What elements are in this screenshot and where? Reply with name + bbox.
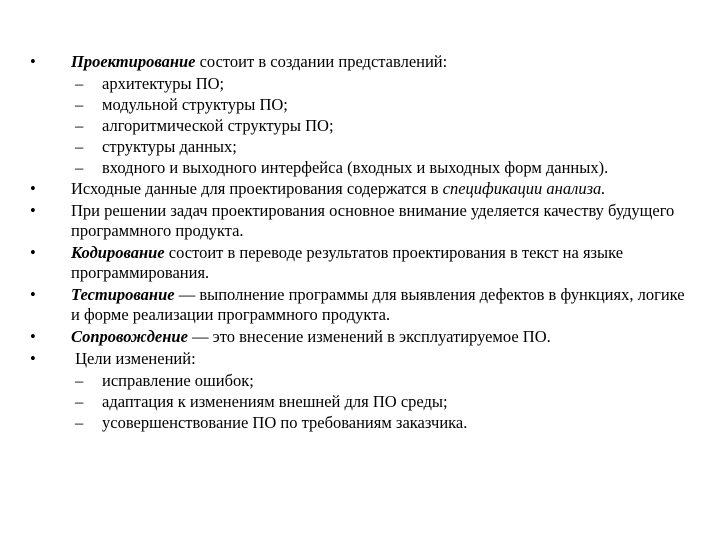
sub-item [30, 116, 690, 136]
item-text: состоит в создании представлений: [195, 52, 448, 71]
dash-icon: – [75, 371, 84, 390]
sub-item-text: адаптация к изменениям внешней для ПО среды; [102, 392, 448, 411]
sub-item-text: алгоритмической структуры ПО; [102, 116, 334, 135]
dash-icon: – [75, 95, 84, 114]
sub-item-text: входного и выходного интерфейса (входных и выходных форм данных). [102, 158, 609, 177]
item-text: — это внесение изменений в эксплуатируемое ПО. [187, 327, 551, 346]
bullet-icon: • [30, 52, 36, 71]
item-text: Цели изменений: [71, 349, 196, 368]
list-item-coding [30, 243, 690, 283]
sub-item-text: структуры данных; [102, 137, 237, 156]
bullet-list [30, 52, 690, 434]
dash-icon: – [75, 158, 84, 177]
list-item-testing [30, 285, 690, 325]
sub-item-text: исправление ошибок; [102, 371, 254, 390]
list-item-change-goals [30, 349, 690, 369]
term-coding: Кодирование [71, 243, 165, 262]
dash-icon: – [75, 74, 84, 93]
item-text: состоит в переводе результатов проектирования в текст на языке программирования. [71, 243, 624, 282]
sub-item-text: усовершенствование ПО по требованиям заказчика. [102, 413, 468, 432]
item-italic-text: спецификации анализа. [442, 179, 606, 198]
list-item-quality [30, 201, 690, 241]
list-item-design [30, 52, 690, 72]
sub-item [30, 371, 690, 391]
sub-item [30, 413, 690, 433]
bullet-icon: • [30, 201, 36, 220]
bullet-icon: • [30, 243, 36, 262]
sub-item [30, 74, 690, 94]
dash-icon: – [75, 116, 84, 135]
list-item-maintenance [30, 327, 690, 347]
sub-item [30, 137, 690, 157]
dash-icon: – [75, 137, 84, 156]
list-item-input-data [30, 179, 690, 199]
bullet-icon: • [30, 285, 36, 304]
sub-item [30, 158, 690, 178]
bullet-icon: • [30, 179, 36, 198]
sub-item-text: архитектуры ПО; [102, 74, 225, 93]
item-text: При решении задач проектирования основное внимание уделяется качеству будущего программного продукта. [71, 201, 675, 240]
term-design: Проектирование [71, 52, 196, 71]
sub-item [30, 392, 690, 412]
dash-icon: – [75, 392, 84, 411]
term-maintenance: Сопровождение [71, 327, 188, 346]
item-text: Исходные данные для проектирования содержатся в [71, 179, 443, 198]
sub-item-text: модульной структуры ПО; [102, 95, 288, 114]
bullet-icon: • [30, 327, 36, 346]
dash-icon: – [75, 413, 84, 432]
term-testing: Тестирование [71, 285, 175, 304]
bullet-icon: • [30, 349, 36, 368]
item-text: — выполнение программы для выявления дефектов в функциях, логике и форме реализации программного продукта. [71, 285, 685, 324]
sub-item [30, 95, 690, 115]
